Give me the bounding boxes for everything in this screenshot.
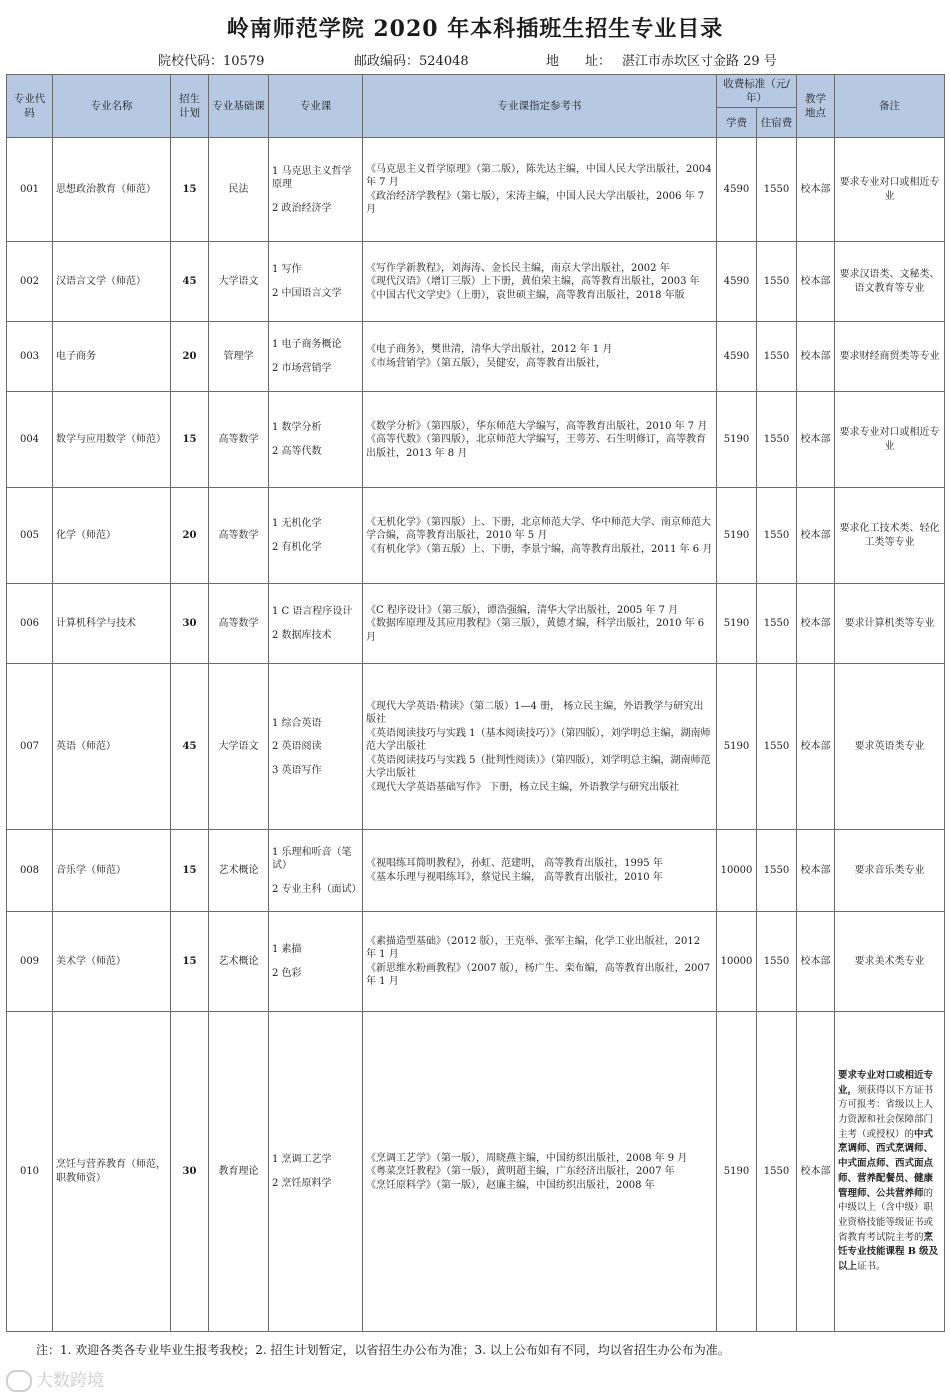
book-item: 《烹调工艺学》（第一版），周晓燕主编，中国纺织出版社，2008 年 9 月	[366, 1152, 688, 1164]
header-name: 专业名称	[53, 75, 171, 138]
notes-part: 须获得以下方证书方可报考：省级以上人力资源和社会保障部门主考（或授权）的	[838, 1084, 934, 1140]
book-item: 《写作学新教程》，刘海涛、金长民主编，南京大学出版社，2002 年	[366, 262, 670, 274]
course-item: 2 英语阅读	[272, 741, 322, 753]
header-plan: 招生计划	[171, 75, 209, 138]
teaching-location: 校本部	[797, 488, 835, 584]
major-courses	[269, 322, 363, 392]
notes-part: 的中级以上（含中级）职业资格技能等级证书或省教育考试院主考的	[838, 1187, 934, 1243]
address-label: 地 址：	[546, 54, 612, 69]
header-basic-course: 专业基础课	[209, 75, 269, 138]
major-code: 010	[7, 1012, 53, 1332]
major-name: 烹饪与营养教育（师范，职教师资）	[53, 1012, 171, 1332]
document-title: 岭南师范学院 2020 年本科插班生招生专业目录	[226, 16, 724, 42]
tuition-fee: 5190	[717, 392, 757, 488]
basic-course: 艺术概论	[209, 830, 269, 912]
teaching-location: 校本部	[797, 664, 835, 830]
book-item: 《C 程序设计》（第三版），谭浩强编，清华大学出版社，2005 年 7 月	[366, 604, 679, 616]
notes: 要求专业对口或相近专业	[835, 138, 945, 242]
enrollment-plan: 15	[171, 138, 209, 242]
enrollment-plan: 20	[171, 322, 209, 392]
school-code: 院校代码：10579	[158, 54, 265, 69]
major-name: 电子商务	[53, 322, 171, 392]
major-name: 计算机科学与技术	[53, 584, 171, 664]
major-courses	[269, 1012, 363, 1332]
book-item: 《政治经济学教程》（第七版），宋涛主编，中国人民大学出版社，2006 年 7 月	[366, 190, 705, 216]
book-item: 《电子商务》，樊世清，清华大学出版社，2012 年 1 月	[366, 344, 613, 356]
major-code: 009	[7, 912, 53, 1012]
book-item: 《基本乐理与视唱练耳》，蔡觉民主编， 高等教育出版社，2010 年	[366, 871, 663, 883]
enrollment-plan: 15	[171, 830, 209, 912]
header-dorm: 住宿费	[757, 108, 797, 138]
notes-part: 烹饪专业技能课程 B 级及以上	[838, 1231, 939, 1273]
major-courses	[269, 584, 363, 664]
notes: 要求财经商贸类等专业	[835, 322, 945, 392]
book-item: 《数学分析》（第四版），华东师范大学编写，高等教育出版社，2010 年 7 月	[366, 420, 708, 432]
major-courses	[269, 138, 363, 242]
major-courses	[269, 242, 363, 322]
watermark-text: 大数跨境	[36, 1371, 104, 1391]
enrollment-plan: 30	[171, 584, 209, 664]
course-item: 2 政治经济学	[272, 202, 332, 214]
tuition-fee: 4590	[717, 138, 757, 242]
teaching-location: 校本部	[797, 830, 835, 912]
course-item: 2 色彩	[272, 967, 302, 979]
notes-part: 证书。	[857, 1261, 886, 1273]
school-info	[0, 50, 950, 70]
address-value: 湛江市赤坎区寸金路 29 号	[622, 54, 777, 69]
book-item: 《数据库原理及其应用教程》（第三版），黄德才编，科学出版社，2010 年 6 月	[366, 618, 705, 643]
table-row	[7, 912, 945, 1012]
reference-books	[363, 242, 717, 322]
dorm-fee: 1550	[757, 488, 797, 584]
dorm-fee: 1550	[757, 242, 797, 322]
tuition-fee: 5190	[717, 488, 757, 584]
book-item: 《视唱练耳简明教程》，孙虹、范建明， 高等教育出版社，1995 年	[366, 858, 663, 870]
teaching-location: 校本部	[797, 1012, 835, 1332]
major-code: 005	[7, 488, 53, 584]
basic-course: 管理学	[209, 322, 269, 392]
course-item: 1 数学分析	[272, 422, 322, 434]
enrollment-plan: 20	[171, 488, 209, 584]
major-name: 化学（师范）	[53, 488, 171, 584]
teaching-location: 校本部	[797, 242, 835, 322]
dorm-fee: 1550	[757, 830, 797, 912]
teaching-location: 校本部	[797, 912, 835, 1012]
major-name: 汉语言文学（师范）	[53, 242, 171, 322]
book-item: 《高等代数》（第四版），北京师范大学编写，王萼芳、石生明修订，高等教育出版社，2013 年 8 月	[366, 434, 706, 459]
header-location: 教学地点	[797, 75, 835, 138]
dorm-fee: 1550	[757, 392, 797, 488]
header-notes: 备注	[835, 75, 945, 138]
tuition-fee: 10000	[717, 830, 757, 912]
notes: 要求化工技术类、轻化工类等专业	[835, 488, 945, 584]
course-item: 2 数据库技术	[272, 629, 332, 641]
course-item: 1 电子商务概论	[272, 339, 342, 351]
dorm-fee: 1550	[757, 1012, 797, 1332]
table-row	[7, 830, 945, 912]
notes: 要求英语类专业	[835, 664, 945, 830]
book-item: 《市场营销学》（第五版），吴健安，高等教育出版社，	[366, 357, 606, 369]
course-item: 3 英语写作	[272, 764, 322, 776]
tuition-fee: 4590	[717, 242, 757, 322]
notes: 要求计算机类等专业	[835, 584, 945, 664]
reference-books	[363, 830, 717, 912]
basic-course: 教育理论	[209, 1012, 269, 1332]
table-header-row	[7, 75, 945, 108]
tuition-fee: 4590	[717, 322, 757, 392]
enrollment-plan: 45	[171, 242, 209, 322]
notes-part: 要求专业对口或相近专业，	[838, 1069, 934, 1096]
course-item: 1 写作	[272, 264, 302, 276]
book-item: 《马克思主义哲学原理》（第二版），陈先达主编，中国人民大学出版社，2004 年 7 月	[366, 163, 712, 189]
reference-books	[363, 488, 717, 584]
dorm-fee: 1550	[757, 912, 797, 1012]
tuition-fee: 5190	[717, 1012, 757, 1332]
enrollment-plan: 15	[171, 392, 209, 488]
basic-course: 高等数学	[209, 584, 269, 664]
table-row	[7, 584, 945, 664]
dorm-fee: 1550	[757, 138, 797, 242]
table-row	[7, 1012, 945, 1332]
book-item: 《英语阅读技巧与实践 5（批判性阅读）》（第四版），刘学明总主编，湖南师范大学出版社	[366, 754, 711, 780]
reference-books	[363, 138, 717, 242]
major-courses	[269, 912, 363, 1012]
course-item: 1 综合英语	[272, 717, 322, 729]
book-item: 《新思维水粉画教程》（2007 版），杨广生、栾布编，高等教育出版社，2007 年 1 月	[366, 962, 711, 988]
header-books: 专业课指定参考书	[363, 75, 717, 138]
header-major-course: 专业课	[269, 75, 363, 138]
major-name: 数学与应用数学（师范）	[53, 392, 171, 488]
major-code: 003	[7, 322, 53, 392]
course-item: 2 有机化学	[272, 541, 322, 553]
major-courses	[269, 392, 363, 488]
table-row	[7, 664, 945, 830]
book-item: 《无机化学》（第四版）上、下册，北京师范大学、华中师范大学、南京师范大学合编，高等教育出版社，2010 年 5 月	[366, 516, 711, 542]
teaching-location: 校本部	[797, 392, 835, 488]
basic-course: 大学语文	[209, 242, 269, 322]
major-name: 美术学（师范）	[53, 912, 171, 1012]
watermark	[6, 1366, 104, 1392]
basic-course: 高等数学	[209, 488, 269, 584]
dorm-fee: 1550	[757, 322, 797, 392]
course-item: 1 乐理和听音（笔试）	[272, 846, 352, 872]
major-courses	[269, 664, 363, 830]
tuition-fee: 5190	[717, 584, 757, 664]
notes: 要求专业对口或相近专业	[835, 392, 945, 488]
course-item: 2 烹饪原料学	[272, 1177, 332, 1189]
basic-course: 大学语文	[209, 664, 269, 830]
book-item: 《粤菜烹饪教程》（第一版），黄明超主编，广东经济出版社，2007 年	[366, 1166, 675, 1178]
major-name: 音乐学（师范）	[53, 830, 171, 912]
major-name: 思想政治教育（师范）	[53, 138, 171, 242]
notes: 要求音乐类专业	[835, 830, 945, 912]
major-code: 002	[7, 242, 53, 322]
teaching-location: 校本部	[797, 584, 835, 664]
book-item: 《现代汉语》（增订三版）上下册，黄伯荣主编，高等教育出版社，2003 年	[366, 276, 700, 288]
course-item: 1 C 语言程序设计	[272, 606, 353, 618]
reference-books	[363, 584, 717, 664]
course-item: 2 市场营销学	[272, 362, 332, 374]
reference-books	[363, 912, 717, 1012]
teaching-location: 校本部	[797, 322, 835, 392]
basic-course: 高等数学	[209, 392, 269, 488]
tuition-fee: 10000	[717, 912, 757, 1012]
dorm-fee: 1550	[757, 664, 797, 830]
reference-books	[363, 1012, 717, 1332]
reference-books	[363, 392, 717, 488]
course-item: 1 无机化学	[272, 518, 322, 530]
book-item: 《素描造型基础》（2012 版），王克举、张军主编，化学工业出版社，2012 年 1 月	[366, 935, 701, 961]
major-code: 008	[7, 830, 53, 912]
table-row	[7, 138, 945, 242]
course-item: 1 素描	[272, 944, 302, 956]
header-fee: 收费标准（元/年）	[717, 75, 797, 108]
major-courses	[269, 830, 363, 912]
book-item: 《有机化学》（第五版）上、下册，李景宁编，高等教育出版社，2011 年 6 月	[366, 543, 713, 555]
reference-books	[363, 322, 717, 392]
postcode: 邮政编码：524048	[354, 54, 469, 69]
basic-course: 民法	[209, 138, 269, 242]
enrollment-plan: 15	[171, 912, 209, 1012]
header-code: 专业代码	[7, 75, 53, 138]
watermark-logo-icon	[6, 1370, 32, 1392]
course-item: 2 中国语言文学	[272, 287, 342, 299]
major-code: 001	[7, 138, 53, 242]
major-name: 英语（师范）	[53, 664, 171, 830]
book-item: 《烹饪原料学》（第一版），赵廉主编，中国纺织出版社，2008 年	[366, 1179, 655, 1191]
enrollment-plan: 45	[171, 664, 209, 830]
major-code: 007	[7, 664, 53, 830]
notes: 要求美术类专业	[835, 912, 945, 1012]
book-item: 《现代大学英语·精读》（第二版）1—4 册， 杨立民主编，外语教学与研究出版社	[366, 700, 704, 726]
basic-course: 艺术概论	[209, 912, 269, 1012]
reference-books	[363, 664, 717, 830]
course-item: 1 烹调工艺学	[272, 1154, 332, 1166]
course-item: 2 专业主科（面试）	[272, 883, 362, 895]
course-item: 2 高等代数	[272, 445, 322, 457]
table-row	[7, 322, 945, 392]
notes: 要求汉语类、文秘类、语文教育等专业	[835, 242, 945, 322]
header-tuition: 学费	[717, 108, 757, 138]
dorm-fee: 1550	[757, 584, 797, 664]
table-row	[7, 392, 945, 488]
notes-part: 中式烹调师、西式烹调师、中式面点师、西式面点师、营养配餐员、健康管理师、公共营养师	[838, 1128, 934, 1199]
major-catalog-table	[6, 74, 945, 1332]
table-row	[7, 488, 945, 584]
footnote: 注：1. 欢迎各类各专业毕业生报考我校；2. 招生计划暂定，以省招生办公布为准；3. 以上公布如有不同，均以省招生办公布为准。	[36, 1343, 730, 1357]
tuition-fee: 5190	[717, 664, 757, 830]
course-item: 1 马克思主义哲学原理	[272, 165, 352, 191]
notes	[835, 1012, 945, 1332]
table-row	[7, 242, 945, 322]
major-courses	[269, 488, 363, 584]
teaching-location: 校本部	[797, 138, 835, 242]
book-item: 《英语阅读技巧与实践 1（基本阅读技巧）》（第四版），刘学明总主编，湖南师范大学出版社	[366, 727, 711, 753]
book-item: 《中国古代文学史》（上册），袁世硕主编，高等教育出版社，2018 年版	[366, 289, 685, 301]
book-item: 《现代大学英语基础写作》 下册，杨立民主编，外语教学与研究出版社	[366, 781, 680, 793]
major-code: 006	[7, 584, 53, 664]
enrollment-plan: 30	[171, 1012, 209, 1332]
major-code: 004	[7, 392, 53, 488]
